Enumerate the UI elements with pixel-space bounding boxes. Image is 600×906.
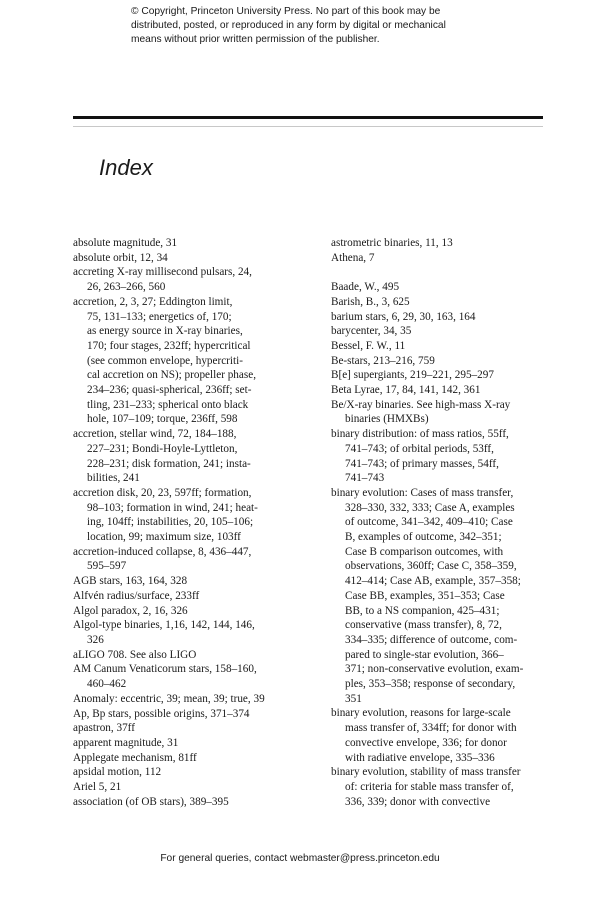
index-entry xyxy=(73,236,311,251)
index-entry-line: Algol-type binaries, 1,16, 142, 144, 146, xyxy=(73,619,255,632)
index-entry-line: Alfvén radius/surface, 233ff xyxy=(73,589,200,602)
index-entry-line: of outcome, 341–342, 409–410; Case xyxy=(345,516,513,529)
index-entry xyxy=(73,604,311,619)
index-entry-line: binary distribution: of mass ratios, 55ff, xyxy=(331,428,509,441)
index-entry xyxy=(331,427,546,486)
header-rule-thick xyxy=(73,116,543,119)
index-entry-line: Barish, B., 3, 625 xyxy=(331,295,410,308)
index-entry xyxy=(73,692,311,707)
index-entry xyxy=(331,280,546,295)
index-entry-line: Bessel, F. W., 11 xyxy=(331,339,406,352)
index-entry-line: 741–743 xyxy=(345,472,385,485)
index-entry-line: barium stars, 6, 29, 30, 163, 164 xyxy=(331,310,476,323)
index-entry-line: 98–103; formation in wind, 241; heat- xyxy=(87,501,258,514)
index-entry-line: 334–335; difference of outcome, com- xyxy=(345,633,518,646)
index-entry xyxy=(73,795,311,810)
index-entry-line: Athena, 7 xyxy=(331,251,375,264)
copyright-line: means without prior written permission of the publisher. xyxy=(131,34,380,45)
index-entry-line: B[e] supergiants, 219–221, 295–297 xyxy=(331,369,494,382)
index-entry xyxy=(331,310,546,325)
index-entry-line: 228–231; disk formation, 241; insta- xyxy=(87,457,251,470)
index-entry-line: Anomaly: eccentric, 39; mean, 39; true, 39 xyxy=(73,692,265,705)
index-entry xyxy=(73,251,311,266)
index-entry-line: binary evolution, reasons for large-scale xyxy=(331,707,511,720)
index-entry xyxy=(331,706,546,765)
index-entry-line: 75, 131–133; energetics of, 170; xyxy=(87,310,232,323)
index-entry-line: Ap, Bp stars, possible origins, 371–374 xyxy=(73,707,250,720)
index-entry-line: mass transfer of, 334ff; for donor with xyxy=(345,722,517,735)
index-entry-line: accretion-induced collapse, 8, 436–447, xyxy=(73,545,252,558)
index-entry-line: binary evolution: Cases of mass transfer, xyxy=(331,486,514,499)
index-entry xyxy=(331,295,546,310)
index-entry xyxy=(331,765,546,809)
index-entry xyxy=(331,368,546,383)
index-entry-line: with radiative envelope, 335–336 xyxy=(345,751,495,764)
index-entry-line: 371; non-conservative evolution, exam- xyxy=(345,663,524,676)
index-entry-line: Case BB, examples, 351–353; Case xyxy=(345,589,505,602)
index-entry-line: accretion, 2, 3, 27; Eddington limit, xyxy=(73,295,233,308)
index-entry xyxy=(331,383,546,398)
index-entry xyxy=(73,589,311,604)
index-entry-line: Algol paradox, 2, 16, 326 xyxy=(73,604,188,617)
index-entry xyxy=(331,354,546,369)
index-entry xyxy=(331,486,546,707)
index-entry-line: apastron, 37ff xyxy=(73,722,135,735)
index-entry-line: astrometric binaries, 11, 13 xyxy=(331,237,453,249)
index-entry xyxy=(73,721,311,736)
index-column-left xyxy=(73,236,311,809)
index-entry-line: Ariel 5, 21 xyxy=(73,781,122,794)
index-entry-line: AGB stars, 163, 164, 328 xyxy=(73,575,188,588)
index-entry xyxy=(73,648,311,663)
index-entry xyxy=(331,236,546,251)
index-entry xyxy=(331,324,546,339)
index-entry-line: B, examples of outcome, 342–351; xyxy=(345,531,502,544)
index-entry-line: pared to single-star evolution, 366– xyxy=(345,648,504,661)
index-entry-line: Case B comparison outcomes, with xyxy=(345,545,504,558)
index-entry xyxy=(73,707,311,722)
index-entry xyxy=(73,427,311,486)
index-entry-line: apsidal motion, 112 xyxy=(73,766,162,779)
page-title: Index xyxy=(99,155,153,180)
index-entry xyxy=(331,251,546,266)
index-entry-line: tling, 231–233; spherical onto black xyxy=(87,398,249,411)
index-entry-line: hole, 107–109; torque, 236ff, 598 xyxy=(87,413,238,426)
index-entry-line: accreting X-ray millisecond pulsars, 24, xyxy=(73,266,252,279)
index-entry xyxy=(331,339,546,354)
index-entry-line: binary evolution, stability of mass transfer xyxy=(331,766,521,779)
index-entry-line: bilities, 241 xyxy=(87,472,140,485)
index-column-right xyxy=(331,236,546,809)
index-entry-line: 26, 263–266, 560 xyxy=(87,281,166,294)
footer-contact: For general queries, contact webmaster@press.princeton.edu xyxy=(160,853,440,864)
index-entry-line: (see common envelope, hypercriti- xyxy=(87,354,243,367)
index-entry-line: BB, to a NS companion, 425–431; xyxy=(345,604,500,617)
index-entry xyxy=(73,295,311,427)
index-entry-line: 234–236; quasi-spherical, 236ff; set- xyxy=(87,384,252,397)
copyright-line: © Copyright, Princeton University Press. No part of this book may be xyxy=(131,6,441,17)
index-entry-line: absolute orbit, 12, 34 xyxy=(73,251,168,264)
index-entry-line: accretion disk, 20, 23, 597ff; formation, xyxy=(73,486,252,499)
index-entry-line: ples, 353–358; response of secondary, xyxy=(345,678,516,691)
index-entry-line: Baade, W., 495 xyxy=(331,281,400,294)
index-entry xyxy=(331,398,546,427)
index-entry-line: 328–330, 332, 333; Case A, examples xyxy=(345,501,515,514)
header-rule-thin xyxy=(73,126,543,127)
index-entry-line: 412–414; Case AB, example, 357–358; xyxy=(345,575,521,588)
copyright-notice xyxy=(131,5,491,47)
index-entry-line: aLIGO 708. See also LIGO xyxy=(73,648,197,661)
index-entry-line: 336, 339; donor with convective xyxy=(345,795,491,808)
index-entry-line: of: criteria for stable mass transfer of, xyxy=(345,781,514,793)
index-entry xyxy=(73,662,311,691)
index-entry-line: 351 xyxy=(345,692,362,705)
index-entry-line: ing, 104ff; instabilities, 20, 105–106; xyxy=(87,516,254,529)
index-entry-line: 326 xyxy=(87,633,104,646)
copyright-line: distributed, posted, or reproduced in any form by digital or mechanical xyxy=(131,20,446,31)
index-entry-line: observations, 360ff; Case C, 358–359, xyxy=(345,560,517,573)
index-entry-line: binaries (HMXBs) xyxy=(345,413,429,426)
index-entry-line: absolute magnitude, 31 xyxy=(73,237,178,249)
index-entry-line: Be/X-ray binaries. See high-mass X-ray xyxy=(331,398,511,411)
index-entry xyxy=(73,736,311,751)
index-entry-line: 170; four stages, 232ff; hypercritical xyxy=(87,339,251,352)
index-entry-line: AM Canum Venaticorum stars, 158–160, xyxy=(73,663,257,676)
index-entry-line: Beta Lyrae, 17, 84, 141, 142, 361 xyxy=(331,384,481,397)
index-entry-line: accretion, stellar wind, 72, 184–188, xyxy=(73,428,237,441)
index-entry xyxy=(73,574,311,589)
index-entry xyxy=(73,265,311,294)
index-entry-line: 227–231; Bondi-Hoyle-Lyttleton, xyxy=(87,442,238,455)
index-entry xyxy=(73,486,311,545)
index-entry-line: conservative (mass transfer), 8, 72, xyxy=(345,619,502,632)
index-entry-line: convective envelope, 336; for donor xyxy=(345,736,507,749)
index-entry-line: association (of OB stars), 389–395 xyxy=(73,795,229,808)
index-entry-line: 595–597 xyxy=(87,560,127,573)
index-entry-line: barycenter, 34, 35 xyxy=(331,325,412,338)
index-entry xyxy=(73,618,311,647)
index-entry-line: Be-stars, 213–216, 759 xyxy=(331,354,435,367)
index-entry xyxy=(73,751,311,766)
index-entry-line: location, 99; maximum size, 103ff xyxy=(87,531,241,544)
index-entry-line: Applegate mechanism, 81ff xyxy=(73,751,197,764)
index-entry xyxy=(73,545,311,574)
index-entry-line: cal accretion on NS); propeller phase, xyxy=(87,369,256,382)
index-entry-line: apparent magnitude, 31 xyxy=(73,736,179,749)
index-entry-line: 460–462 xyxy=(87,678,127,691)
index-entry-line: 741–743; of orbital periods, 53ff, xyxy=(345,442,494,455)
index-entry xyxy=(73,765,311,780)
index-entry-line: 741–743; of primary masses, 54ff, xyxy=(345,457,499,470)
index-entry xyxy=(73,780,311,795)
index-entry-line: as energy source in X-ray binaries, xyxy=(87,325,243,338)
letter-group-gap xyxy=(331,265,546,280)
